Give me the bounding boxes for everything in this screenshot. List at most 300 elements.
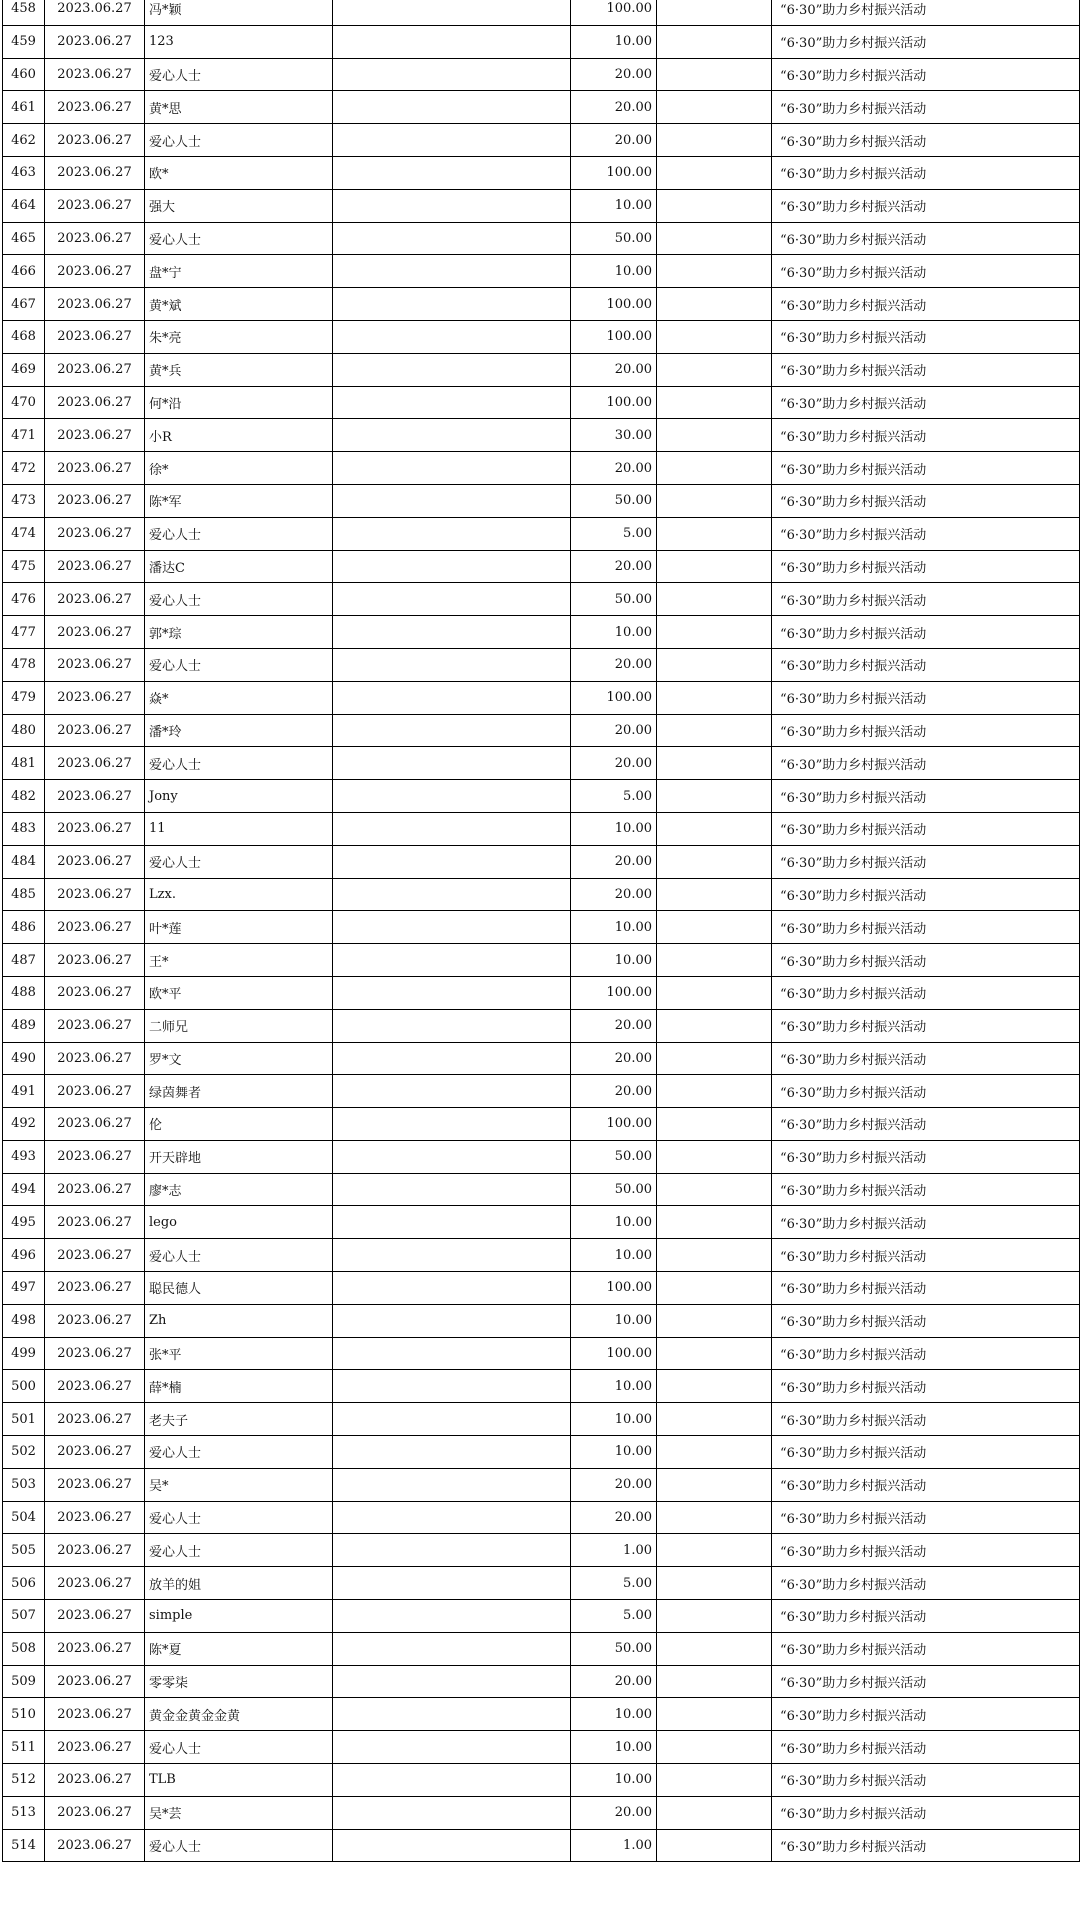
table-row <box>3 845 1080 878</box>
row-number-cell: 467 <box>3 288 45 321</box>
activity-cell: “6·30”助力乡村振兴活动 <box>772 911 1080 944</box>
amount-cell: 10.00 <box>571 255 657 288</box>
blank-cell <box>657 1436 772 1469</box>
blank-cell <box>657 1501 772 1534</box>
blank-cell <box>657 320 772 353</box>
amount-cell: 10.00 <box>571 616 657 649</box>
donor-name-cell: 焱* <box>145 681 333 714</box>
amount-cell: 20.00 <box>571 1796 657 1829</box>
blank-cell <box>333 1501 571 1534</box>
donor-name-cell: 陈*夏 <box>145 1632 333 1665</box>
blank-cell <box>657 517 772 550</box>
activity-cell: “6·30”助力乡村振兴活动 <box>772 1272 1080 1305</box>
date-cell: 2023.06.27 <box>45 419 145 452</box>
blank-cell <box>657 222 772 255</box>
donor-name-cell: 爱心人士 <box>145 845 333 878</box>
row-number-cell: 502 <box>3 1436 45 1469</box>
date-cell: 2023.06.27 <box>45 1140 145 1173</box>
activity-cell: “6·30”助力乡村振兴活动 <box>772 452 1080 485</box>
table-row <box>3 222 1080 255</box>
blank-cell <box>657 747 772 780</box>
amount-cell: 30.00 <box>571 419 657 452</box>
blank-cell <box>657 1370 772 1403</box>
row-number-cell: 484 <box>3 845 45 878</box>
amount-cell: 20.00 <box>571 452 657 485</box>
table-row <box>3 25 1080 58</box>
table-row <box>3 1764 1080 1797</box>
blank-cell <box>333 1173 571 1206</box>
row-number-cell: 477 <box>3 616 45 649</box>
table-row <box>3 747 1080 780</box>
blank-cell <box>657 386 772 419</box>
date-cell: 2023.06.27 <box>45 1370 145 1403</box>
row-number-cell: 500 <box>3 1370 45 1403</box>
row-number-cell: 499 <box>3 1337 45 1370</box>
blank-cell <box>333 878 571 911</box>
donor-name-cell: 伦 <box>145 1108 333 1141</box>
activity-cell: “6·30”助力乡村振兴活动 <box>772 255 1080 288</box>
donor-name-cell: 吴*芸 <box>145 1796 333 1829</box>
blank-cell <box>657 1567 772 1600</box>
amount-cell: 20.00 <box>571 1665 657 1698</box>
blank-cell <box>657 189 772 222</box>
date-cell: 2023.06.27 <box>45 845 145 878</box>
row-number-cell: 512 <box>3 1764 45 1797</box>
blank-cell <box>657 845 772 878</box>
activity-cell: “6·30”助力乡村振兴活动 <box>772 1436 1080 1469</box>
date-cell: 2023.06.27 <box>45 1403 145 1436</box>
donor-name-cell: 爱心人士 <box>145 58 333 91</box>
table-row <box>3 1731 1080 1764</box>
row-number-cell: 481 <box>3 747 45 780</box>
blank-cell <box>657 91 772 124</box>
amount-cell: 20.00 <box>571 1009 657 1042</box>
blank-cell <box>333 681 571 714</box>
blank-cell <box>657 1698 772 1731</box>
amount-cell: 20.00 <box>571 550 657 583</box>
row-number-cell: 465 <box>3 222 45 255</box>
blank-cell <box>333 845 571 878</box>
table-row <box>3 1304 1080 1337</box>
blank-cell <box>657 911 772 944</box>
blank-cell <box>657 681 772 714</box>
table-row <box>3 452 1080 485</box>
row-number-cell: 466 <box>3 255 45 288</box>
table-row <box>3 1698 1080 1731</box>
donor-name-cell: 黄*思 <box>145 91 333 124</box>
date-cell: 2023.06.27 <box>45 452 145 485</box>
date-cell: 2023.06.27 <box>45 386 145 419</box>
date-cell: 2023.06.27 <box>45 1075 145 1108</box>
blank-cell <box>333 747 571 780</box>
activity-cell: “6·30”助力乡村振兴活动 <box>772 1173 1080 1206</box>
blank-cell <box>333 1632 571 1665</box>
activity-cell: “6·30”助力乡村振兴活动 <box>772 812 1080 845</box>
row-number-cell: 488 <box>3 976 45 1009</box>
table-row <box>3 878 1080 911</box>
donor-name-cell: 爱心人士 <box>145 222 333 255</box>
blank-cell <box>333 320 571 353</box>
date-cell: 2023.06.27 <box>45 812 145 845</box>
donor-name-cell: 叶*莲 <box>145 911 333 944</box>
blank-cell <box>657 1009 772 1042</box>
blank-cell <box>657 976 772 1009</box>
amount-cell: 20.00 <box>571 353 657 386</box>
date-cell: 2023.06.27 <box>45 288 145 321</box>
amount-cell: 20.00 <box>571 878 657 911</box>
amount-cell: 50.00 <box>571 1140 657 1173</box>
table-row <box>3 1632 1080 1665</box>
row-number-cell: 492 <box>3 1108 45 1141</box>
row-number-cell: 478 <box>3 648 45 681</box>
row-number-cell: 493 <box>3 1140 45 1173</box>
blank-cell <box>333 1206 571 1239</box>
amount-cell: 10.00 <box>571 25 657 58</box>
table-row <box>3 189 1080 222</box>
donor-name-cell: Lzx. <box>145 878 333 911</box>
amount-cell: 1.00 <box>571 1829 657 1862</box>
amount-cell: 10.00 <box>571 1370 657 1403</box>
date-cell: 2023.06.27 <box>45 1698 145 1731</box>
row-number-cell: 482 <box>3 780 45 813</box>
amount-cell: 10.00 <box>571 944 657 977</box>
date-cell: 2023.06.27 <box>45 648 145 681</box>
date-cell: 2023.06.27 <box>45 714 145 747</box>
blank-cell <box>333 1600 571 1633</box>
activity-cell: “6·30”助力乡村振兴活动 <box>772 878 1080 911</box>
row-number-cell: 501 <box>3 1403 45 1436</box>
blank-cell <box>333 1042 571 1075</box>
blank-cell <box>657 1140 772 1173</box>
blank-cell <box>333 1796 571 1829</box>
row-number-cell: 504 <box>3 1501 45 1534</box>
table-row <box>3 1009 1080 1042</box>
donor-name-cell: 绿茵舞者 <box>145 1075 333 1108</box>
table-row <box>3 484 1080 517</box>
activity-cell: “6·30”助力乡村振兴活动 <box>772 320 1080 353</box>
date-cell: 2023.06.27 <box>45 58 145 91</box>
table-row <box>3 714 1080 747</box>
table-row <box>3 1600 1080 1633</box>
row-number-cell: 510 <box>3 1698 45 1731</box>
amount-cell: 5.00 <box>571 780 657 813</box>
amount-cell: 10.00 <box>571 1731 657 1764</box>
amount-cell: 20.00 <box>571 845 657 878</box>
blank-cell <box>333 1108 571 1141</box>
donor-name-cell: 爱心人士 <box>145 1501 333 1534</box>
activity-cell: “6·30”助力乡村振兴活动 <box>772 1108 1080 1141</box>
amount-cell: 10.00 <box>571 911 657 944</box>
date-cell: 2023.06.27 <box>45 944 145 977</box>
row-number-cell: 486 <box>3 911 45 944</box>
row-number-cell: 475 <box>3 550 45 583</box>
row-number-cell: 497 <box>3 1272 45 1305</box>
donor-name-cell: 郭*琮 <box>145 616 333 649</box>
blank-cell <box>657 0 772 25</box>
activity-cell: “6·30”助力乡村振兴活动 <box>772 484 1080 517</box>
amount-cell: 50.00 <box>571 222 657 255</box>
date-cell: 2023.06.27 <box>45 1304 145 1337</box>
table-row <box>3 419 1080 452</box>
blank-cell <box>657 1632 772 1665</box>
table-row <box>3 1370 1080 1403</box>
activity-cell: “6·30”助力乡村振兴活动 <box>772 1534 1080 1567</box>
donor-name-cell: simple <box>145 1600 333 1633</box>
amount-cell: 10.00 <box>571 1206 657 1239</box>
date-cell: 2023.06.27 <box>45 25 145 58</box>
donor-name-cell: 爱心人士 <box>145 747 333 780</box>
row-number-cell: 491 <box>3 1075 45 1108</box>
activity-cell: “6·30”助力乡村振兴活动 <box>772 1665 1080 1698</box>
amount-cell: 20.00 <box>571 91 657 124</box>
date-cell: 2023.06.27 <box>45 583 145 616</box>
donor-name-cell: 廖*志 <box>145 1173 333 1206</box>
blank-cell <box>333 550 571 583</box>
table-row <box>3 320 1080 353</box>
donor-name-cell: 零零柒 <box>145 1665 333 1698</box>
donor-name-cell: 老夫子 <box>145 1403 333 1436</box>
blank-cell <box>333 353 571 386</box>
donor-name-cell: 徐* <box>145 452 333 485</box>
donor-name-cell: 爱心人士 <box>145 648 333 681</box>
table-row <box>3 517 1080 550</box>
blank-cell <box>333 255 571 288</box>
amount-cell: 100.00 <box>571 976 657 1009</box>
donor-name-cell: 潘达C <box>145 550 333 583</box>
amount-cell: 100.00 <box>571 0 657 25</box>
donor-name-cell: 爱心人士 <box>145 124 333 157</box>
blank-cell <box>333 58 571 91</box>
row-number-cell: 471 <box>3 419 45 452</box>
table-row <box>3 1403 1080 1436</box>
donor-name-cell: 潘*玲 <box>145 714 333 747</box>
blank-cell <box>333 812 571 845</box>
row-number-cell: 506 <box>3 1567 45 1600</box>
date-cell: 2023.06.27 <box>45 1796 145 1829</box>
table-row <box>3 976 1080 1009</box>
donor-name-cell: 罗*文 <box>145 1042 333 1075</box>
date-cell: 2023.06.27 <box>45 1501 145 1534</box>
row-number-cell: 495 <box>3 1206 45 1239</box>
activity-cell: “6·30”助力乡村振兴活动 <box>772 550 1080 583</box>
donor-name-cell: 123 <box>145 25 333 58</box>
date-cell: 2023.06.27 <box>45 1206 145 1239</box>
donor-name-cell: 爱心人士 <box>145 1731 333 1764</box>
table-row <box>3 1829 1080 1862</box>
blank-cell <box>657 1042 772 1075</box>
amount-cell: 1.00 <box>571 1534 657 1567</box>
row-number-cell: 462 <box>3 124 45 157</box>
blank-cell <box>657 1534 772 1567</box>
activity-cell: “6·30”助力乡村振兴活动 <box>772 353 1080 386</box>
activity-cell: “6·30”助力乡村振兴活动 <box>772 189 1080 222</box>
blank-cell <box>333 1698 571 1731</box>
row-number-cell: 460 <box>3 58 45 91</box>
donor-name-cell: 聪民德人 <box>145 1272 333 1305</box>
table-row <box>3 91 1080 124</box>
table-row <box>3 1436 1080 1469</box>
donor-name-cell: 强大 <box>145 189 333 222</box>
blank-cell <box>333 156 571 189</box>
activity-cell: “6·30”助力乡村振兴活动 <box>772 1632 1080 1665</box>
blank-cell <box>657 124 772 157</box>
date-cell: 2023.06.27 <box>45 255 145 288</box>
row-number-cell: 473 <box>3 484 45 517</box>
activity-cell: “6·30”助力乡村振兴活动 <box>772 1600 1080 1633</box>
blank-cell <box>333 1468 571 1501</box>
row-number-cell: 469 <box>3 353 45 386</box>
table-row <box>3 1567 1080 1600</box>
amount-cell: 20.00 <box>571 1042 657 1075</box>
activity-cell: “6·30”助力乡村振兴活动 <box>772 714 1080 747</box>
donor-name-cell: 开天辟地 <box>145 1140 333 1173</box>
row-number-cell: 496 <box>3 1239 45 1272</box>
table-row <box>3 911 1080 944</box>
blank-cell <box>657 1272 772 1305</box>
amount-cell: 100.00 <box>571 156 657 189</box>
donor-name-cell: 爱心人士 <box>145 517 333 550</box>
row-number-cell: 470 <box>3 386 45 419</box>
blank-cell <box>333 1567 571 1600</box>
blank-cell <box>657 812 772 845</box>
date-cell: 2023.06.27 <box>45 124 145 157</box>
table-row <box>3 1075 1080 1108</box>
activity-cell: “6·30”助力乡村振兴活动 <box>772 91 1080 124</box>
donor-name-cell: 二师兄 <box>145 1009 333 1042</box>
row-number-cell: 459 <box>3 25 45 58</box>
donor-name-cell: 薛*楠 <box>145 1370 333 1403</box>
table-row <box>3 1665 1080 1698</box>
amount-cell: 10.00 <box>571 1764 657 1797</box>
blank-cell <box>657 648 772 681</box>
donor-name-cell: 小R <box>145 419 333 452</box>
activity-cell: “6·30”助力乡村振兴活动 <box>772 1501 1080 1534</box>
row-number-cell: 503 <box>3 1468 45 1501</box>
blank-cell <box>333 222 571 255</box>
activity-cell: “6·30”助力乡村振兴活动 <box>772 1304 1080 1337</box>
blank-cell <box>333 1370 571 1403</box>
blank-cell <box>657 550 772 583</box>
amount-cell: 10.00 <box>571 189 657 222</box>
amount-cell: 20.00 <box>571 648 657 681</box>
date-cell: 2023.06.27 <box>45 1337 145 1370</box>
row-number-cell: 480 <box>3 714 45 747</box>
blank-cell <box>333 976 571 1009</box>
donor-name-cell: 王* <box>145 944 333 977</box>
date-cell: 2023.06.27 <box>45 1009 145 1042</box>
blank-cell <box>333 25 571 58</box>
row-number-cell: 487 <box>3 944 45 977</box>
blank-cell <box>657 1829 772 1862</box>
blank-cell <box>657 156 772 189</box>
activity-cell: “6·30”助力乡村振兴活动 <box>772 25 1080 58</box>
blank-cell <box>333 189 571 222</box>
blank-cell <box>657 1337 772 1370</box>
table-row <box>3 1272 1080 1305</box>
date-cell: 2023.06.27 <box>45 484 145 517</box>
row-number-cell: 498 <box>3 1304 45 1337</box>
blank-cell <box>333 1436 571 1469</box>
activity-cell: “6·30”助力乡村振兴活动 <box>772 1337 1080 1370</box>
blank-cell <box>333 419 571 452</box>
date-cell: 2023.06.27 <box>45 911 145 944</box>
blank-cell <box>657 1206 772 1239</box>
donor-name-cell: 11 <box>145 812 333 845</box>
blank-cell <box>333 944 571 977</box>
row-number-cell: 464 <box>3 189 45 222</box>
date-cell: 2023.06.27 <box>45 222 145 255</box>
blank-cell <box>333 1337 571 1370</box>
blank-cell <box>657 255 772 288</box>
amount-cell: 20.00 <box>571 1468 657 1501</box>
amount-cell: 20.00 <box>571 1075 657 1108</box>
activity-cell: “6·30”助力乡村振兴活动 <box>772 1370 1080 1403</box>
table-row <box>3 1468 1080 1501</box>
activity-cell: “6·30”助力乡村振兴活动 <box>772 747 1080 780</box>
amount-cell: 20.00 <box>571 1501 657 1534</box>
date-cell: 2023.06.27 <box>45 1567 145 1600</box>
activity-cell: “6·30”助力乡村振兴活动 <box>772 1567 1080 1600</box>
blank-cell <box>333 517 571 550</box>
blank-cell <box>333 1403 571 1436</box>
date-cell: 2023.06.27 <box>45 156 145 189</box>
blank-cell <box>657 1600 772 1633</box>
amount-cell: 5.00 <box>571 517 657 550</box>
activity-cell: “6·30”助力乡村振兴活动 <box>772 517 1080 550</box>
donor-name-cell: 吴* <box>145 1468 333 1501</box>
donor-name-cell: 黄*斌 <box>145 288 333 321</box>
activity-cell: “6·30”助力乡村振兴活动 <box>772 1829 1080 1862</box>
table-row <box>3 1140 1080 1173</box>
table-row <box>3 616 1080 649</box>
donor-name-cell: 欧* <box>145 156 333 189</box>
row-number-cell: 485 <box>3 878 45 911</box>
blank-cell <box>657 1075 772 1108</box>
table-row <box>3 156 1080 189</box>
blank-cell <box>333 648 571 681</box>
blank-cell <box>657 1239 772 1272</box>
blank-cell <box>657 878 772 911</box>
date-cell: 2023.06.27 <box>45 747 145 780</box>
activity-cell: “6·30”助力乡村振兴活动 <box>772 845 1080 878</box>
blank-cell <box>657 484 772 517</box>
amount-cell: 10.00 <box>571 1239 657 1272</box>
row-number-cell: 474 <box>3 517 45 550</box>
donor-name-cell: TLB <box>145 1764 333 1797</box>
row-number-cell: 513 <box>3 1796 45 1829</box>
table-row <box>3 1108 1080 1141</box>
table-row <box>3 58 1080 91</box>
donor-name-cell: lego <box>145 1206 333 1239</box>
table-row <box>3 0 1080 25</box>
activity-cell: “6·30”助力乡村振兴活动 <box>772 1009 1080 1042</box>
blank-cell <box>333 386 571 419</box>
table-row <box>3 648 1080 681</box>
amount-cell: 100.00 <box>571 386 657 419</box>
table-body <box>3 0 1080 1862</box>
activity-cell: “6·30”助力乡村振兴活动 <box>772 58 1080 91</box>
blank-cell <box>333 1731 571 1764</box>
blank-cell <box>657 1304 772 1337</box>
row-number-cell: 509 <box>3 1665 45 1698</box>
blank-cell <box>333 484 571 517</box>
donor-name-cell: 黄*兵 <box>145 353 333 386</box>
donor-name-cell: 爱心人士 <box>145 1534 333 1567</box>
date-cell: 2023.06.27 <box>45 1042 145 1075</box>
blank-cell <box>333 288 571 321</box>
date-cell: 2023.06.27 <box>45 1632 145 1665</box>
donor-name-cell: 爱心人士 <box>145 1829 333 1862</box>
